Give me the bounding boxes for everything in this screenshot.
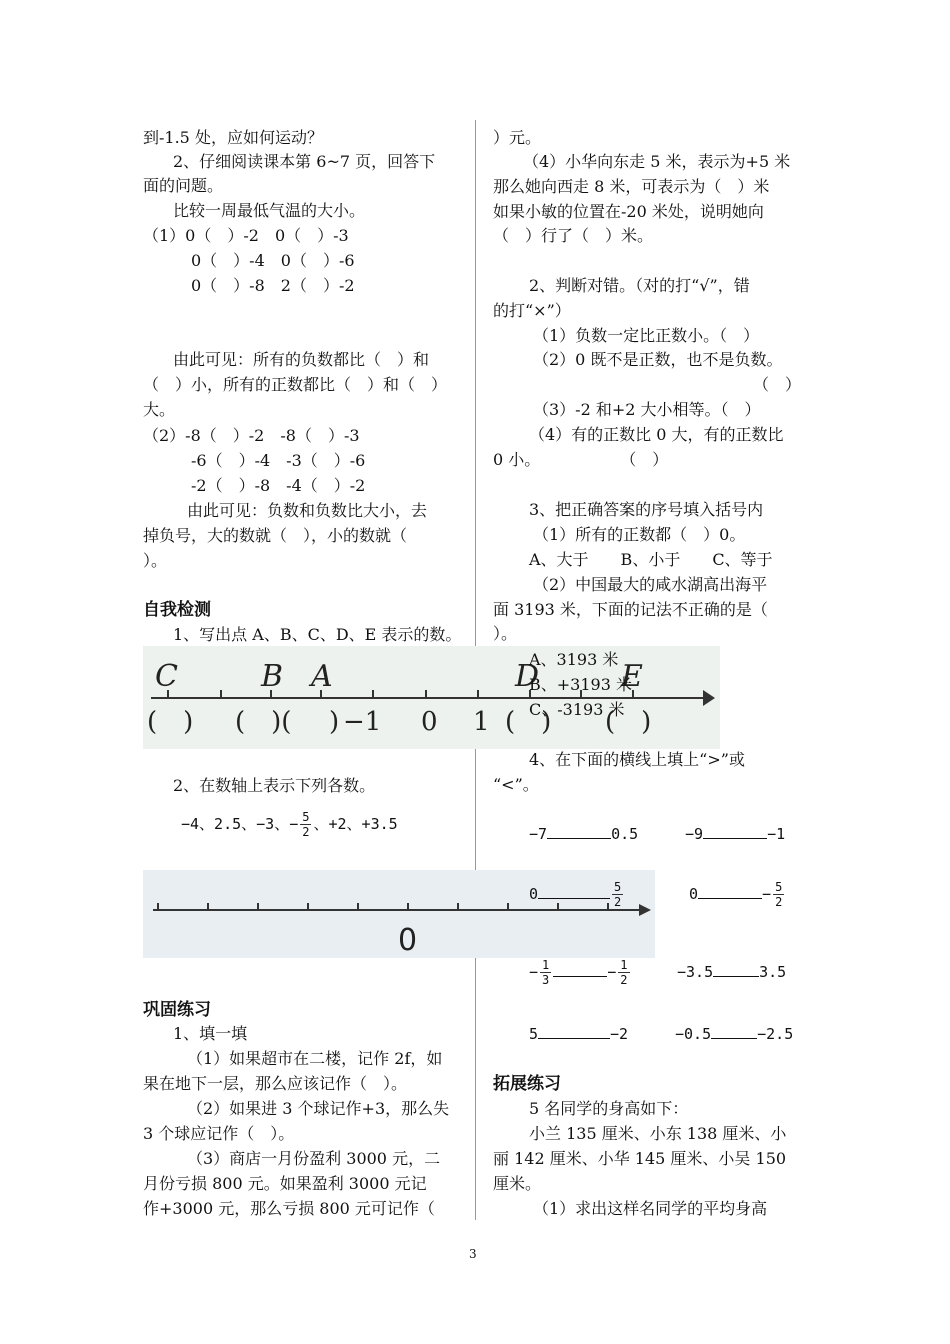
answer-blank[interactable]: [538, 882, 610, 899]
text-line: 5 名同学的身高如下：: [529, 1099, 689, 1118]
text-line: 那么她向西走 8 米，可表示为（ ）米: [493, 177, 770, 196]
fraction: $\frac{1}{2}$: [620, 958, 628, 987]
point-label-a: A: [311, 659, 333, 694]
text-line: 由此可见：所有的负数都比（ ）和: [173, 350, 430, 369]
text-line: （1）0（ ）-2 0（ ）-3: [143, 226, 349, 245]
text-line: 丽 142 厘米、小华 145 厘米、小吴 150: [493, 1149, 787, 1168]
text-line: 1、填一填: [173, 1024, 248, 1043]
answer-paren: ( ): [505, 707, 552, 737]
text-line: （1）求出这样名同学的平均身高: [533, 1199, 768, 1218]
comparison-item: −0.5 −2.5: [675, 1022, 793, 1046]
tick-label: 0: [421, 707, 438, 737]
text-line: ）元。: [493, 128, 542, 147]
text-line: 由此可见：负数和负数比大小，去: [187, 501, 428, 520]
axis-arrow: [703, 690, 715, 706]
text-line: 1、写出点 A、B、C、D、E 表示的数。: [173, 625, 462, 644]
option-b: B、+3193 米: [529, 675, 632, 694]
answer-blank[interactable]: [553, 960, 607, 977]
text-line: 作+3000 元，那么亏损 800 元可记作（: [143, 1199, 435, 1218]
text-line: 2、仔细阅读课本第 6~7 页，回答下: [173, 152, 436, 171]
point-label-d: D: [515, 659, 540, 694]
option-a: A、3193 米: [529, 650, 619, 669]
text-line: （3）商店一月份盈利 3000 元，二: [187, 1149, 441, 1168]
fraction: $\frac{1}{3}$: [542, 958, 550, 987]
text-line: -6（ ）-4 -3（ ）-6: [191, 451, 366, 470]
text-line: （2）0 既不是正数，也不是负数。: [533, 350, 783, 369]
answer-blank[interactable]: [547, 822, 611, 839]
text-line: 果在地下一层，那么应该记作（ ）。: [143, 1074, 408, 1093]
section-heading: 自我检测: [143, 600, 211, 620]
text-line: 2、在数轴上表示下列各数。: [173, 776, 376, 795]
text-line: 3、把正确答案的序号填入括号内: [529, 500, 764, 519]
text-line: 小兰 135 厘米、小东 138 厘米、小: [529, 1124, 787, 1143]
point-label-b: B: [261, 659, 284, 694]
page-number: 3: [469, 1247, 477, 1261]
text-line: （1）所有的正数都（ ）0。: [533, 525, 746, 544]
text-line: （1）如果超市在二楼，记作 2f，如: [187, 1049, 443, 1068]
text-line: （2）中国最大的咸水湖高出海平: [533, 575, 768, 594]
comparison-item: − $\frac{1}{3}$ − $\frac{1}{2}$: [529, 958, 628, 987]
text-line: （ ）行了（ ）米。: [493, 226, 654, 245]
text-line: ）。: [493, 624, 518, 643]
answer-paren: ( )(: [235, 707, 292, 737]
text-line: 的打“×”）: [493, 301, 571, 320]
text-line: （2）如果进 3 个球记作+3，那么失: [187, 1099, 450, 1118]
text-line: 大。: [143, 400, 176, 419]
text-line: 面 3193 米，下面的记法不正确的是（: [493, 600, 768, 619]
answer-paren: ( ): [147, 707, 194, 737]
fraction: $\frac{5}{2}$: [302, 810, 310, 839]
number-line-abcde: [143, 646, 720, 749]
answer-blank[interactable]: [713, 960, 759, 977]
text-line: 2、判断对错。（对的打“√”，错: [529, 276, 750, 295]
text-line: A、大于 B、小于 C、等于: [529, 550, 773, 569]
comparison-item: 0 $\frac{5}{2}$: [529, 880, 622, 909]
text-line: 厘米。: [493, 1174, 542, 1193]
text-line: ）。: [143, 551, 168, 570]
text-line: （ ）: [753, 375, 802, 394]
text-line: -2（ ）-8 -4（ ）-2: [191, 476, 366, 495]
text-line: 0（ ）-8 2（ ）-2: [191, 276, 355, 295]
text-line: 3 个球应记作（ ）。: [143, 1124, 295, 1143]
axis-arrow: [639, 904, 651, 916]
tick-label: −1: [343, 707, 382, 737]
text-line: “<”。: [493, 775, 539, 794]
number-list: −4、2.5、−3、− $\frac{5}{2}$ 、+2、+3.5: [181, 810, 398, 839]
comparison-item: 5 −2: [529, 1022, 628, 1046]
answer-paren: ( ): [605, 707, 652, 737]
text-line: 0 小。 （ ）: [493, 450, 669, 469]
fraction: $\frac{5}{2}$: [614, 880, 622, 909]
comparison-item: −7 0.5: [529, 822, 638, 846]
answer-blank[interactable]: [703, 822, 767, 839]
section-heading: 巩固练习: [143, 1000, 211, 1020]
comparison-item: 0 − $\frac{5}{2}$: [689, 880, 783, 909]
answer-blank[interactable]: [698, 882, 762, 899]
text-line: 如果小敏的位置在-20 米处，说明她向: [493, 202, 764, 221]
fraction: $\frac{5}{2}$: [775, 880, 783, 909]
answer-blank[interactable]: [711, 1022, 757, 1039]
number-line-image-abcde: [143, 646, 720, 749]
text-line: （2）-8（ ）-2 -8（ ）-3: [143, 426, 360, 445]
text-line: （ ）小，所有的正数都比（ ）和（ ）: [143, 375, 448, 394]
text-line: 0（ ）-4 0（ ）-6: [191, 251, 355, 270]
text-line: 到-1.5 处，应如何运动？: [143, 128, 323, 147]
text-line: 面的问题。: [143, 176, 224, 195]
answer-paren: ): [303, 707, 340, 737]
text-line: 4、在下面的横线上填上“>”或: [529, 750, 745, 769]
text-line: （1）负数一定比正数小。（ ）: [533, 326, 760, 345]
text-line: 比较一周最低气温的大小。: [173, 201, 366, 220]
option-c: C、-3193 米: [529, 700, 625, 719]
point-label-e: E: [621, 659, 643, 694]
answer-blank[interactable]: [538, 1022, 610, 1039]
point-label-c: C: [155, 659, 178, 694]
text-line: 月份亏损 800 元。如果盈利 3000 元记: [143, 1174, 427, 1193]
text-line: （3）-2 和+2 大小相等。（ ）: [533, 400, 761, 419]
section-heading: 拓展练习: [493, 1074, 561, 1094]
text-line: 掉负号，大的数就（ ），小的数就（: [143, 526, 408, 545]
tick-label: 1: [473, 707, 490, 737]
comparison-item: −9 −1: [685, 822, 785, 846]
text-line: （4）小华向东走 5 米，表示为+5 米: [523, 152, 791, 171]
zero-label: 0: [398, 923, 418, 958]
comparison-item: −3.5 3.5: [677, 960, 786, 984]
text-line: （4）有的正数比 0 大，有的正数比: [529, 425, 784, 444]
